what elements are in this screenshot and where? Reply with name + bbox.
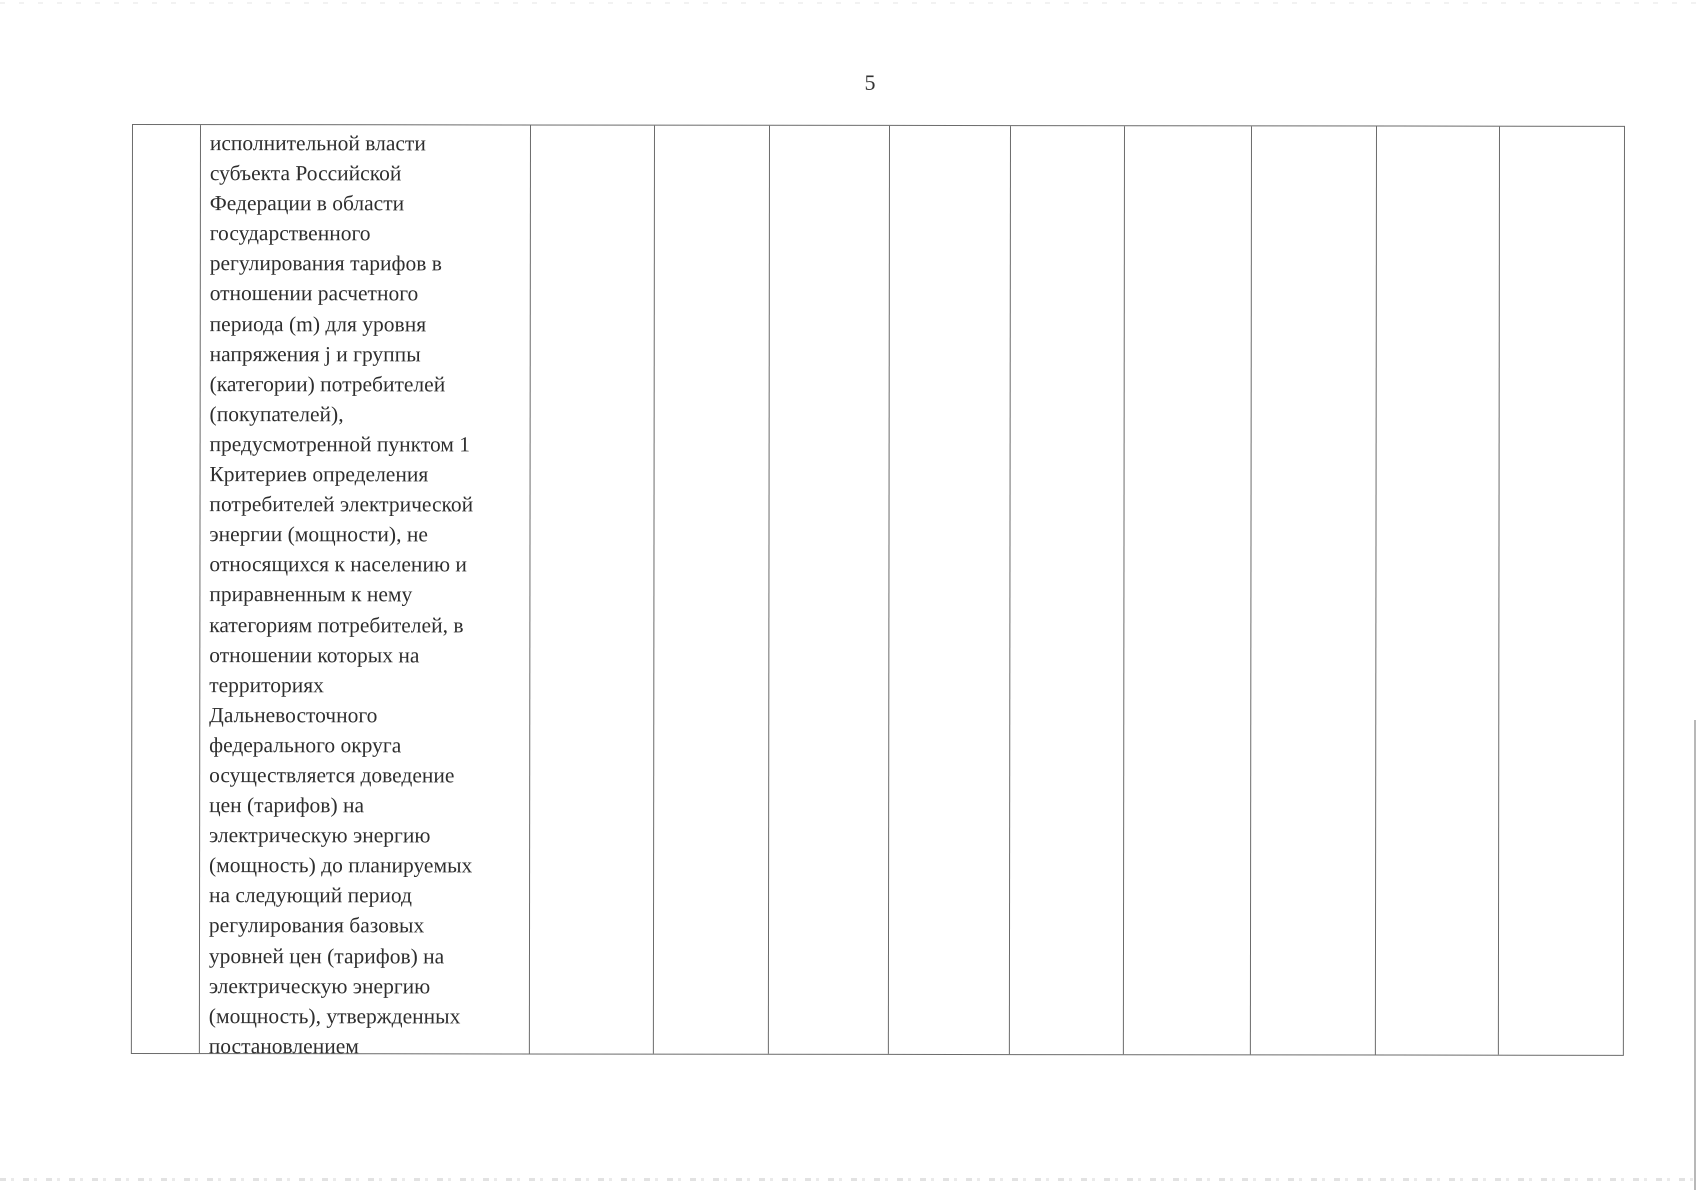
scan-artifact-right-edge <box>1694 720 1696 1190</box>
table-column-10 <box>1376 127 1500 1055</box>
description-cell-text: исполнительной власти субъекта Российской Федерации в области государственного регулирования тарифов в отношении расчетного периода (m) для уровня напряжения j и группы (категории) потребителей (покупателей), предусмотренной пунктом 1 Критериев определения потребителей электрической энергии (мощности), не относящихся к населению и приравненным к нему категориям потребителей, в отношении которых на территориях Дальневосточного федерального округа осуществляется доведение цен (тарифов) на электрическую энергию (мощность) до планируемых на следующий период регулирования базовых уровней цен (тарифов) на электрическую энергию (мощность), утвержденных постановлением <box>208 131 474 1059</box>
data-table <box>131 124 1625 1059</box>
table-column-6 <box>889 126 1011 1054</box>
table-column-4 <box>654 126 770 1054</box>
table-column-7 <box>1010 126 1125 1054</box>
table-column-3 <box>530 125 655 1053</box>
scan-artifact-top <box>0 2 1698 4</box>
table-column-9 <box>1250 126 1377 1054</box>
table-column-5 <box>769 126 890 1054</box>
page-number: 5 <box>864 70 876 95</box>
scan-artifact-bottom <box>0 1178 1698 1181</box>
table-column-11 <box>1499 127 1624 1055</box>
table-column-number <box>132 125 201 1053</box>
table-column-8 <box>1124 126 1252 1054</box>
table-column-description <box>200 125 532 1059</box>
